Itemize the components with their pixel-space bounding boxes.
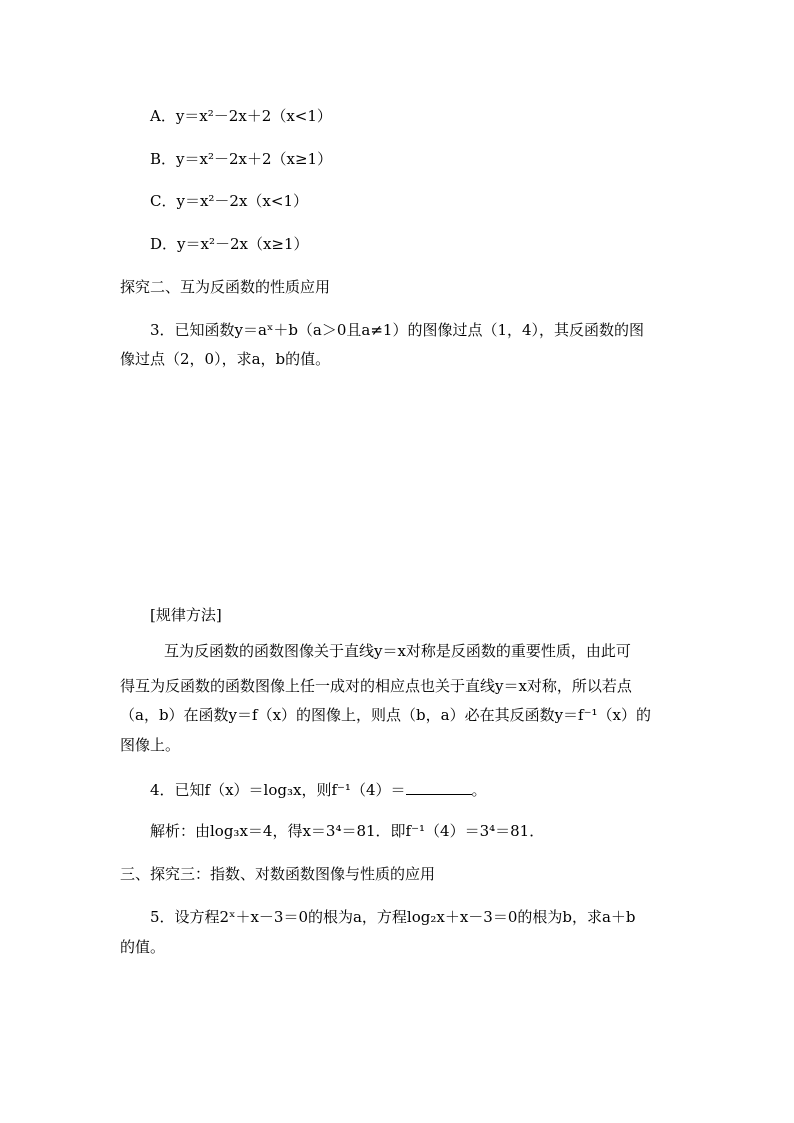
method-line4: 图像上。 bbox=[120, 736, 181, 754]
method-line1: 互为反函数的函数图像关于直线y＝x对称是反函数的重要性质，由此可 bbox=[164, 642, 631, 660]
problem3-line2: 像过点（2，0），求a，b的值。 bbox=[120, 350, 331, 368]
answer-blank bbox=[406, 778, 472, 795]
method-label: [规律方法] bbox=[150, 606, 222, 624]
section2-heading: 探究二、互为反函数的性质应用 bbox=[120, 278, 331, 296]
problem4 bbox=[150, 778, 487, 800]
method-line2: 得互为反函数的函数图像上任一成对的相应点也关于直线y＝x对称，所以若点 bbox=[120, 677, 632, 695]
problem4-solution: 解析：由log₃x＝4，得x＝3⁴＝81．即f⁻¹（4）＝3⁴＝81． bbox=[150, 822, 545, 840]
section3-heading: 三、探究三：指数、对数函数图像与性质的应用 bbox=[120, 865, 436, 883]
option-d: D．y＝x²－2x（x≥1） bbox=[150, 235, 309, 253]
problem4-suffix: 。 bbox=[471, 781, 487, 799]
option-c: C．y＝x²－2x（x<1） bbox=[150, 192, 308, 210]
problem3-line1: 3．已知函数y＝aˣ＋b（a＞0且a≠1）的图像过点（1，4），其反函数的图 bbox=[150, 321, 645, 339]
problem5-line1: 5．设方程2ˣ＋x－3＝0的根为a，方程log₂x＋x－3＝0的根为b，求a＋b bbox=[150, 908, 636, 926]
option-b: B．y＝x²－2x＋2（x≥1） bbox=[150, 150, 333, 168]
option-a: A．y＝x²－2x＋2（x<1） bbox=[150, 107, 332, 125]
problem5-line2: 的值。 bbox=[120, 938, 166, 956]
problem4-prefix: 4．已知f（x）＝log₃x，则f⁻¹（4）＝ bbox=[150, 781, 406, 799]
method-line3: （a，b）在函数y＝f（x）的图像上，则点（b，a）必在其反函数y＝f⁻¹（x）的 bbox=[120, 706, 651, 724]
